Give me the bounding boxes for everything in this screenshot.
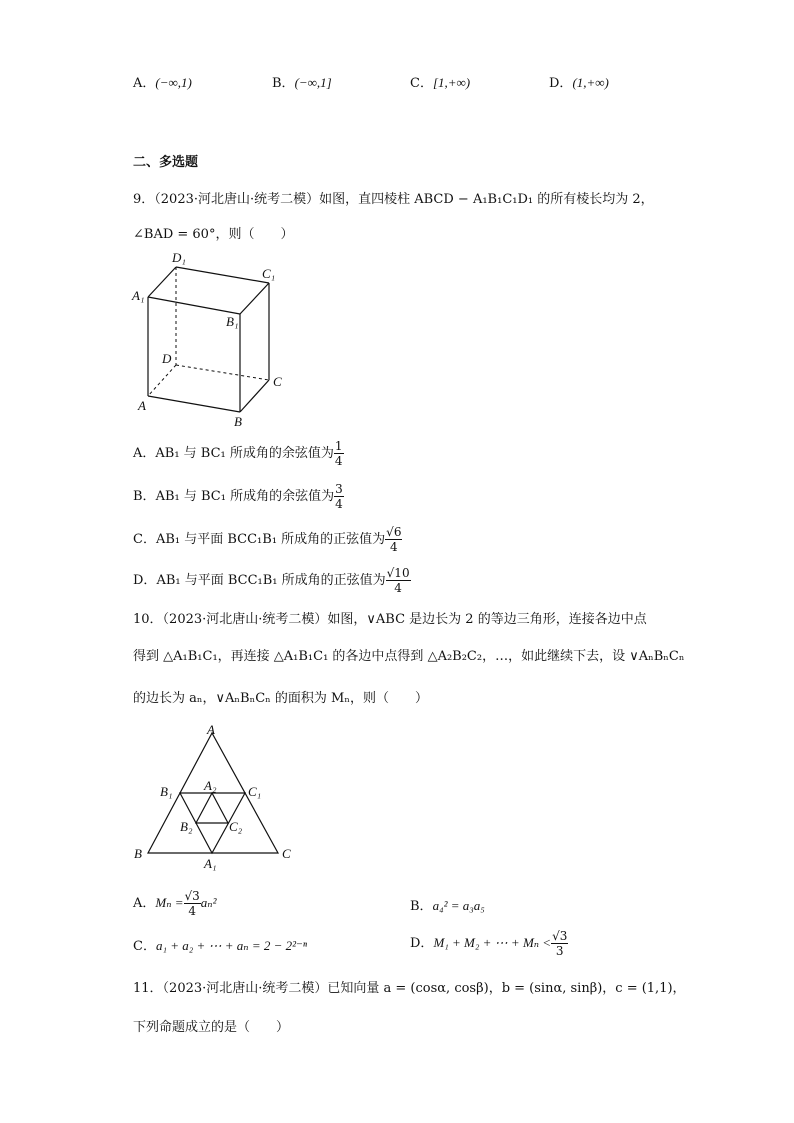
fraction: $\frac{1}{4}$ — [334, 439, 343, 468]
q10-stem-line3: 的边长为 aₙ，∨AₙBₙCₙ 的面积为 Mₙ，则（ ） — [133, 691, 428, 706]
label-a1: A₁ — [132, 288, 145, 303]
fraction: $\frac{√10}{4}$ — [386, 566, 410, 595]
q10-option-d: D．M₁ + M₂ + ⋯ + Mₙ < $\frac{√3}{3}$ — [410, 929, 568, 958]
label-b: B — [134, 846, 142, 861]
q8-option-c: C．[1,+∞) — [410, 75, 471, 91]
q9-option-c: C．AB₁ 与平面 BCC₁B₁ 所成角的正弦值为 $\frac{√6}{4}$ — [133, 525, 402, 554]
fraction: $\frac{√3}{3}$ — [552, 929, 568, 958]
q10-option-b: B．a₄² = a₃a₅ — [410, 898, 485, 914]
q10-option-c: C．a₁ + a₂ + ⋯ + aₙ = 2 − 2²⁻ⁿ — [133, 938, 307, 954]
label-b1: B₁ — [226, 314, 239, 329]
fraction: $\frac{3}{4}$ — [335, 482, 343, 511]
fraction: $\frac{√3}{4}$ — [184, 889, 200, 918]
label-c1: C₁ — [262, 266, 276, 281]
q11-stem-line2: 下列命题成立的是（ ） — [133, 1020, 290, 1035]
q9-option-a: A．AB₁ 与 BC₁ 所成角的余弦值为 $\frac{1}{4}$ — [133, 439, 343, 468]
label-b1: B₁ — [160, 784, 173, 799]
q11-stem-line1: 11．（2023·河北唐山·统考二模）已知向量 a = (cosα, cosβ)，b = (sinα, sinβ)，c = (1,1)， — [133, 981, 686, 996]
label-c: C — [273, 374, 282, 389]
section-title: 二、多选题 — [133, 155, 199, 170]
q10-stem-line1: 10．（2023·河北唐山·统考二模）如图，∨ABC 是边长为 2 的等边三角形，连接各边中点 — [133, 612, 647, 627]
label-a: A — [138, 398, 146, 413]
q9-stem-line1: 9．（2023·河北唐山·统考二模）如图，直四棱柱 ABCD − A₁B₁C₁D₁ 的所有棱长均为 2， — [133, 192, 654, 207]
label-d: D — [162, 351, 172, 366]
q10-stem-line2: 得到 △A₁B₁C₁，再连接 △A₁B₁C₁ 的各边中点得到 △A₂B₂C₂，…，如此继续下去，设 ∨AₙBₙCₙ — [133, 649, 685, 664]
q8-option-b: B．(−∞,1] — [272, 75, 332, 91]
q9-prism-figure — [128, 250, 298, 430]
label-d1: D₁ — [172, 250, 186, 265]
q9-option-b: B．AB₁ 与 BC₁ 所成角的余弦值为 $\frac{3}{4}$ — [133, 482, 343, 511]
q10-option-a: A．Mₙ = $\frac{√3}{4}$ aₙ² — [133, 889, 217, 918]
label-a: A — [207, 722, 215, 737]
label-c2: C₂ — [229, 819, 243, 834]
q9-option-d: D．AB₁ 与平面 BCC₁B₁ 所成角的正弦值为 $\frac{√10}{4}$ — [133, 566, 410, 595]
label-b: B — [234, 414, 242, 429]
q10-triangle-figure — [128, 722, 308, 872]
label-a2: A₂ — [204, 778, 217, 793]
q9-stem-line2: ∠BAD = 60°，则（ ） — [133, 227, 294, 242]
label-b2: B₂ — [180, 819, 193, 834]
label-c1: C₁ — [248, 784, 262, 799]
label-a1: A₁ — [204, 856, 217, 871]
label-c: C — [282, 846, 291, 861]
fraction: $\frac{√6}{4}$ — [386, 525, 402, 554]
q8-option-d: D．(1,+∞) — [549, 75, 609, 91]
q8-option-a: A．(−∞,1) — [133, 75, 192, 91]
